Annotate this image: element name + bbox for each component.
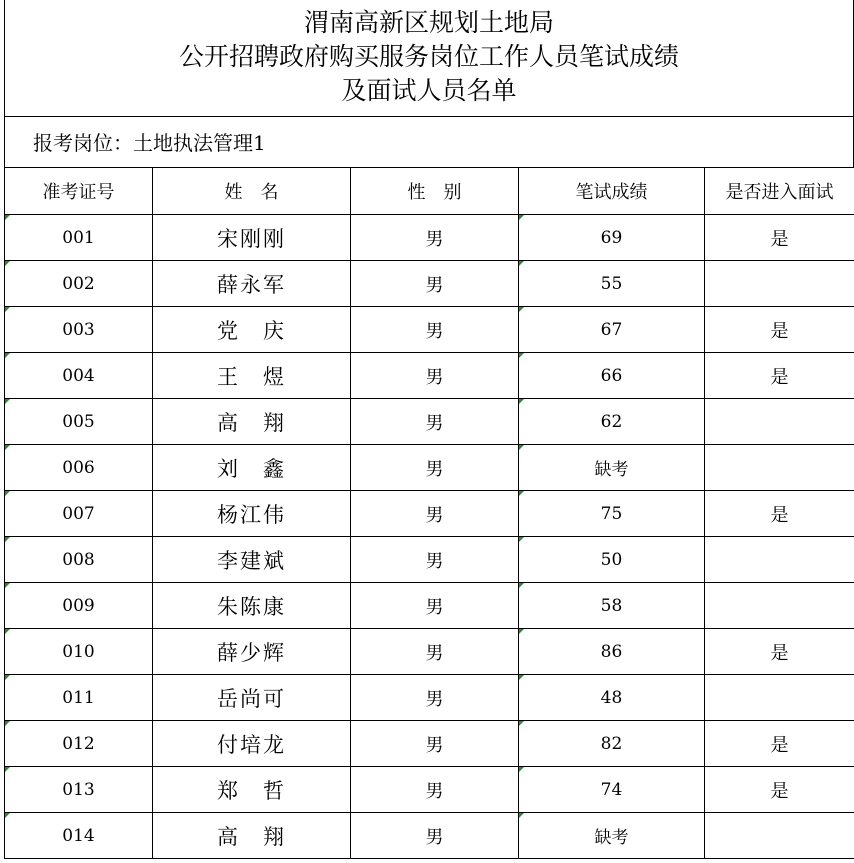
- cell-score-text: 缺考: [594, 828, 629, 848]
- cell-name[interactable]: [153, 537, 351, 583]
- cell-sex[interactable]: [351, 767, 519, 813]
- cell-id[interactable]: [5, 215, 153, 261]
- cell-score-text: 48: [600, 687, 623, 708]
- cell-id-text: 004: [62, 365, 95, 386]
- cell-name-text: 岳尚可: [217, 686, 286, 711]
- cell-score[interactable]: [519, 307, 705, 353]
- table-row: [5, 399, 854, 445]
- cell-name[interactable]: [153, 307, 351, 353]
- number-as-text-indicator-icon: [5, 721, 10, 726]
- number-as-text-indicator-icon: [5, 215, 10, 220]
- cell-sex-text: 男: [425, 642, 444, 664]
- cell-name[interactable]: [153, 445, 351, 491]
- cell-sex[interactable]: [351, 215, 519, 261]
- cell-name-text: 朱陈康: [217, 594, 286, 619]
- cell-interview[interactable]: [705, 491, 854, 537]
- cell-score[interactable]: [519, 353, 705, 399]
- cell-id-text: 011: [62, 687, 95, 708]
- number-as-text-indicator-icon: [519, 629, 524, 634]
- cell-id[interactable]: [5, 399, 153, 445]
- cell-score-text: 缺考: [594, 460, 629, 480]
- number-as-text-indicator-icon: [5, 537, 10, 542]
- title-line-3: 及面试人员名单: [341, 76, 517, 105]
- cell-sex[interactable]: [351, 537, 519, 583]
- cell-score[interactable]: [519, 813, 705, 859]
- number-as-text-indicator-icon: [519, 353, 524, 358]
- table-row: [5, 215, 854, 261]
- post-label: 报考岗位：土地执法管理1: [33, 131, 266, 155]
- cell-name-text: 王 煜: [217, 364, 286, 389]
- number-as-text-indicator-icon: [519, 307, 524, 312]
- number-as-text-indicator-icon: [5, 583, 10, 588]
- cell-interview[interactable]: [705, 307, 854, 353]
- table-row: [5, 813, 854, 859]
- table-row: [5, 261, 854, 307]
- number-as-text-indicator-icon: [519, 583, 524, 588]
- cell-id[interactable]: [5, 261, 153, 307]
- cell-score-text: 50: [600, 549, 623, 570]
- table-row: [5, 491, 854, 537]
- table-row: [5, 353, 854, 399]
- cell-sex-text: 男: [425, 504, 444, 526]
- header-name[interactable]: 姓 名: [153, 168, 351, 215]
- cell-sex-text: 男: [425, 596, 444, 618]
- cell-score-text: 86: [600, 641, 623, 662]
- cell-id-text: 003: [62, 319, 95, 340]
- cell-id[interactable]: [5, 813, 153, 859]
- cell-sex-text: 男: [425, 228, 444, 250]
- number-as-text-indicator-icon: [519, 445, 524, 450]
- cell-id-text: 013: [62, 779, 95, 800]
- cell-sex-text: 男: [425, 366, 444, 388]
- title-line-1: 渭南高新区规划土地局: [303, 8, 554, 37]
- cell-sex[interactable]: [351, 675, 519, 721]
- cell-sex-text: 男: [425, 826, 444, 848]
- results-table: [4, 167, 854, 859]
- title-line-2: 公开招聘政府购买服务岗位工作人员笔试成绩: [178, 42, 679, 71]
- cell-name[interactable]: [153, 215, 351, 261]
- cell-name[interactable]: [153, 721, 351, 767]
- cell-interview-text: 是: [770, 642, 789, 664]
- cell-interview[interactable]: [705, 813, 854, 859]
- number-as-text-indicator-icon: [5, 307, 10, 312]
- number-as-text-indicator-icon: [519, 215, 524, 220]
- header-sex[interactable]: 性 别: [351, 168, 519, 215]
- number-as-text-indicator-icon: [519, 721, 524, 726]
- number-as-text-indicator-icon: [519, 675, 524, 680]
- cell-name-text: 李建斌: [217, 548, 286, 573]
- header-interview[interactable]: 是否进入面试: [705, 168, 854, 215]
- cell-interview-text: 是: [770, 366, 789, 388]
- cell-interview[interactable]: [705, 675, 854, 721]
- cell-name-text: 高 翔: [217, 824, 286, 849]
- number-as-text-indicator-icon: [519, 399, 524, 404]
- cell-id[interactable]: [5, 537, 153, 583]
- cell-id[interactable]: [5, 583, 153, 629]
- cell-id[interactable]: [5, 767, 153, 813]
- cell-name-text: 党 庆: [217, 318, 286, 343]
- cell-name-text: 杨江伟: [217, 502, 286, 527]
- cell-sex[interactable]: [351, 261, 519, 307]
- cell-score[interactable]: [519, 445, 705, 491]
- table-row: [5, 445, 854, 491]
- cell-sex[interactable]: [351, 721, 519, 767]
- cell-interview-text: 是: [770, 228, 789, 250]
- cell-interview[interactable]: [705, 583, 854, 629]
- cell-score[interactable]: [519, 767, 705, 813]
- cell-name[interactable]: [153, 399, 351, 445]
- cell-interview[interactable]: [705, 215, 854, 261]
- cell-name-text: 宋刚刚: [217, 226, 286, 251]
- cell-sex[interactable]: [351, 583, 519, 629]
- cell-sex-text: 男: [425, 320, 444, 342]
- cell-sex-text: 男: [425, 780, 444, 802]
- number-as-text-indicator-icon: [519, 261, 524, 266]
- cell-name-text: 郑 哲: [217, 778, 286, 803]
- cell-sex-text: 男: [425, 412, 444, 434]
- cell-interview[interactable]: [705, 537, 854, 583]
- cell-sex-text: 男: [425, 550, 444, 572]
- cell-score-text: 74: [600, 779, 623, 800]
- cell-id-text: 002: [62, 273, 95, 294]
- header-id[interactable]: 准考证号: [5, 168, 153, 215]
- cell-score[interactable]: [519, 721, 705, 767]
- cell-name[interactable]: [153, 353, 351, 399]
- cell-score-text: 75: [600, 503, 623, 524]
- cell-id-text: 014: [62, 825, 95, 846]
- cell-id-text: 009: [62, 595, 95, 616]
- cell-sex-text: 男: [425, 458, 444, 480]
- cell-name[interactable]: [153, 491, 351, 537]
- cell-id[interactable]: [5, 307, 153, 353]
- cell-interview[interactable]: [705, 399, 854, 445]
- cell-id[interactable]: [5, 353, 153, 399]
- cell-interview[interactable]: [705, 353, 854, 399]
- cell-name-text: 薛永军: [217, 272, 286, 297]
- table-row: [5, 537, 854, 583]
- cell-score[interactable]: [519, 399, 705, 445]
- number-as-text-indicator-icon: [5, 767, 10, 772]
- cell-sex-text: 男: [425, 688, 444, 710]
- cell-score-text: 66: [600, 365, 623, 386]
- cell-score-text: 58: [600, 595, 623, 616]
- cell-name[interactable]: [153, 583, 351, 629]
- header-score[interactable]: 笔试成绩: [519, 168, 705, 215]
- cell-id[interactable]: [5, 721, 153, 767]
- cell-sex-text: 男: [425, 274, 444, 296]
- cell-score-text: 82: [600, 733, 623, 754]
- cell-id-text: 010: [62, 641, 95, 662]
- cell-id[interactable]: [5, 491, 153, 537]
- cell-sex[interactable]: [351, 445, 519, 491]
- cell-sex[interactable]: [351, 399, 519, 445]
- cell-name-text: 高 翔: [217, 410, 286, 435]
- number-as-text-indicator-icon: [519, 537, 524, 542]
- cell-sex[interactable]: [351, 307, 519, 353]
- cell-id[interactable]: [5, 629, 153, 675]
- cell-id-text: 007: [62, 503, 95, 524]
- number-as-text-indicator-icon: [519, 491, 524, 496]
- cell-id-text: 008: [62, 549, 95, 570]
- cell-interview[interactable]: [705, 261, 854, 307]
- table-row: [5, 721, 854, 767]
- cell-score[interactable]: [519, 491, 705, 537]
- cell-name-text: 付培龙: [217, 732, 286, 757]
- number-as-text-indicator-icon: [5, 813, 10, 818]
- cell-interview[interactable]: [705, 767, 854, 813]
- cell-score-text: 62: [600, 411, 623, 432]
- cell-score-text: 67: [600, 319, 623, 340]
- cell-score[interactable]: [519, 537, 705, 583]
- cell-name[interactable]: [153, 675, 351, 721]
- cell-id[interactable]: [5, 675, 153, 721]
- cell-interview-text: 是: [770, 734, 789, 756]
- number-as-text-indicator-icon: [519, 813, 524, 818]
- cell-score-text: 69: [600, 227, 623, 248]
- cell-name-text: 刘 鑫: [217, 456, 286, 481]
- cell-name[interactable]: [153, 629, 351, 675]
- cell-name[interactable]: [153, 767, 351, 813]
- cell-sex[interactable]: [351, 491, 519, 537]
- cell-score-text: 55: [600, 273, 623, 294]
- cell-name-text: 薛少辉: [217, 640, 286, 665]
- cell-interview-text: 是: [770, 780, 789, 802]
- number-as-text-indicator-icon: [519, 767, 524, 772]
- number-as-text-indicator-icon: [5, 491, 10, 496]
- cell-interview[interactable]: [705, 721, 854, 767]
- cell-sex[interactable]: [351, 629, 519, 675]
- cell-score[interactable]: [519, 261, 705, 307]
- cell-score[interactable]: [519, 583, 705, 629]
- table-row: [5, 629, 854, 675]
- cell-score[interactable]: [519, 629, 705, 675]
- cell-interview-text: 是: [770, 320, 789, 342]
- cell-score[interactable]: [519, 675, 705, 721]
- cell-interview-text: 是: [770, 504, 789, 526]
- cell-id-text: 001: [62, 227, 95, 248]
- cell-sex[interactable]: [351, 813, 519, 859]
- table-row: [5, 675, 854, 721]
- table-row: [5, 307, 854, 353]
- number-as-text-indicator-icon: [5, 399, 10, 404]
- header-row: [5, 168, 854, 215]
- number-as-text-indicator-icon: [5, 353, 10, 358]
- cell-id-text: 012: [62, 733, 95, 754]
- cell-sex[interactable]: [351, 353, 519, 399]
- number-as-text-indicator-icon: [5, 445, 10, 450]
- cell-id[interactable]: [5, 445, 153, 491]
- number-as-text-indicator-icon: [5, 261, 10, 266]
- cell-score[interactable]: [519, 215, 705, 261]
- number-as-text-indicator-icon: [5, 675, 10, 680]
- cell-id-text: 005: [62, 411, 95, 432]
- cell-id-text: 006: [62, 457, 95, 478]
- cell-interview[interactable]: [705, 629, 854, 675]
- document-title-block: [4, 0, 854, 116]
- table-row: [5, 583, 854, 629]
- cell-interview[interactable]: [705, 445, 854, 491]
- cell-name[interactable]: [153, 261, 351, 307]
- number-as-text-indicator-icon: [5, 629, 10, 634]
- table-row: [5, 767, 854, 813]
- post-label-cell[interactable]: [4, 116, 854, 168]
- cell-sex-text: 男: [425, 734, 444, 756]
- cell-name[interactable]: [153, 813, 351, 859]
